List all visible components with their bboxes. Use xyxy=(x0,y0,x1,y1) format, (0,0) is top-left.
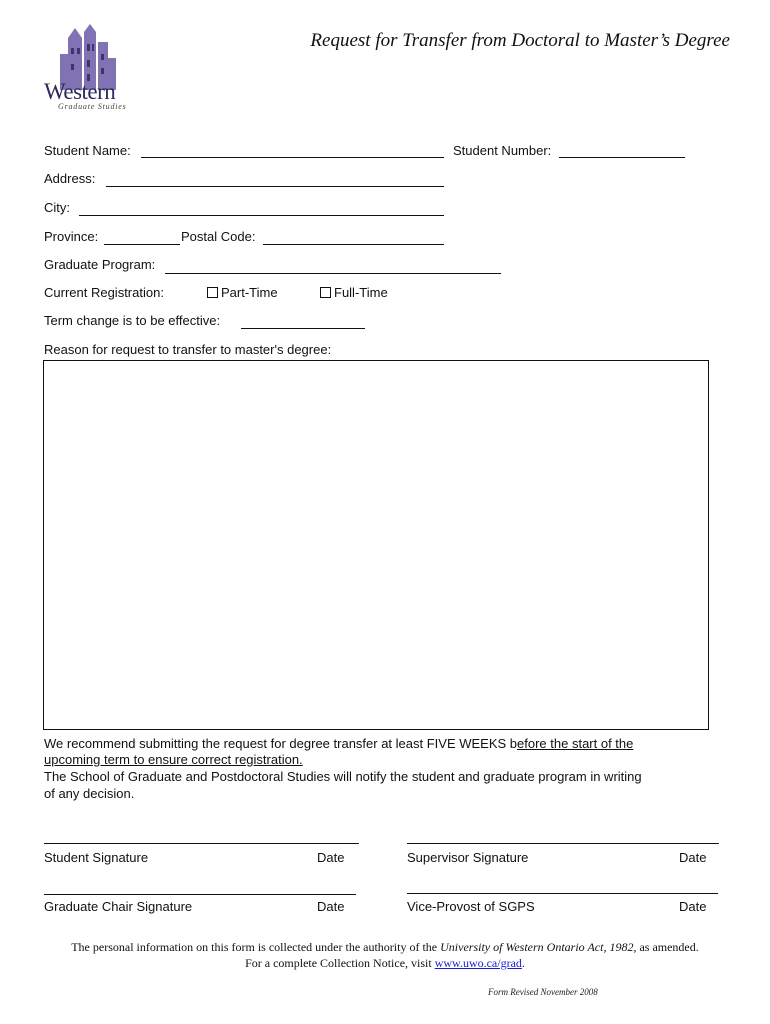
current-registration-label: Current Registration: xyxy=(44,285,164,300)
privacy-notice-amended: , as amended. xyxy=(633,940,699,954)
privacy-notice-act: University of Western Ontario Act, 1982 xyxy=(440,940,634,954)
student-signature-line[interactable] xyxy=(44,843,359,844)
note-line-1 xyxy=(44,736,633,752)
privacy-notice-text: The personal information on this form is collected under the authority of the xyxy=(71,940,441,954)
postal-code-label: Postal Code: xyxy=(181,229,256,244)
term-change-field[interactable] xyxy=(241,328,365,329)
vice-provost-signature-date-label: Date xyxy=(679,899,707,914)
vice-provost-signature-line[interactable] xyxy=(407,893,718,894)
reason-textarea[interactable] xyxy=(43,360,709,730)
grad-chair-signature-date-label: Date xyxy=(317,899,345,914)
province-field[interactable] xyxy=(104,244,180,245)
city-field[interactable] xyxy=(79,215,444,216)
logo-wordmark: Western xyxy=(44,79,116,104)
full-time-checkbox[interactable] xyxy=(320,287,331,298)
graduate-program-label: Graduate Program: xyxy=(44,257,156,272)
note-line-2: upcoming term to ensure correct registration. xyxy=(44,752,303,767)
graduate-program-field[interactable] xyxy=(165,273,501,274)
supervisor-signature-date-label: Date xyxy=(679,850,707,865)
part-time-label: Part-Time xyxy=(221,285,278,300)
note-line-4: of any decision. xyxy=(44,786,135,801)
student-number-label: Student Number: xyxy=(453,143,552,158)
reason-label: Reason for request to transfer to master's degree: xyxy=(44,342,332,357)
address-field[interactable] xyxy=(106,186,444,187)
supervisor-signature-label: Supervisor Signature xyxy=(407,850,529,865)
logo-subtitle: Graduate Studies xyxy=(58,102,127,111)
grad-website-link[interactable]: www.uwo.ca/grad xyxy=(434,956,522,970)
student-name-label: Student Name: xyxy=(44,143,131,158)
form-revision-date: Form Revised November 2008 xyxy=(488,987,598,997)
term-change-label: Term change is to be effective: xyxy=(44,313,221,328)
collection-notice-text: For a complete Collection Notice, visit xyxy=(245,956,435,970)
student-number-field[interactable] xyxy=(559,157,685,158)
form-title: Request for Transfer from Doctoral to Master’s Degree xyxy=(310,30,730,51)
supervisor-signature-line[interactable] xyxy=(407,843,719,844)
grad-chair-signature-line[interactable] xyxy=(44,894,356,895)
note-line-1-end: efore the start of the xyxy=(517,736,634,751)
collection-notice-period: . xyxy=(521,956,525,970)
city-label: City: xyxy=(44,200,70,215)
province-label: Province: xyxy=(44,229,99,244)
student-signature-label: Student Signature xyxy=(44,850,149,865)
address-label: Address: xyxy=(44,171,96,186)
note-line-3: The School of Graduate and Postdoctoral Studies will notify the student and graduate program in writing xyxy=(44,769,642,784)
privacy-notice-line-1 xyxy=(0,940,770,955)
note-line-1-start: We recommend submitting the request for degree transfer at least FIVE WEEKS b xyxy=(44,736,518,751)
postal-code-field[interactable] xyxy=(263,244,444,245)
vice-provost-signature-label: Vice-Provost of SGPS xyxy=(407,899,535,914)
student-name-field[interactable] xyxy=(141,157,444,158)
full-time-label: Full-Time xyxy=(334,285,388,300)
grad-chair-signature-label: Graduate Chair Signature xyxy=(44,899,193,914)
part-time-checkbox[interactable] xyxy=(207,287,218,298)
student-signature-date-label: Date xyxy=(317,850,345,865)
privacy-notice-line-2 xyxy=(0,956,770,971)
